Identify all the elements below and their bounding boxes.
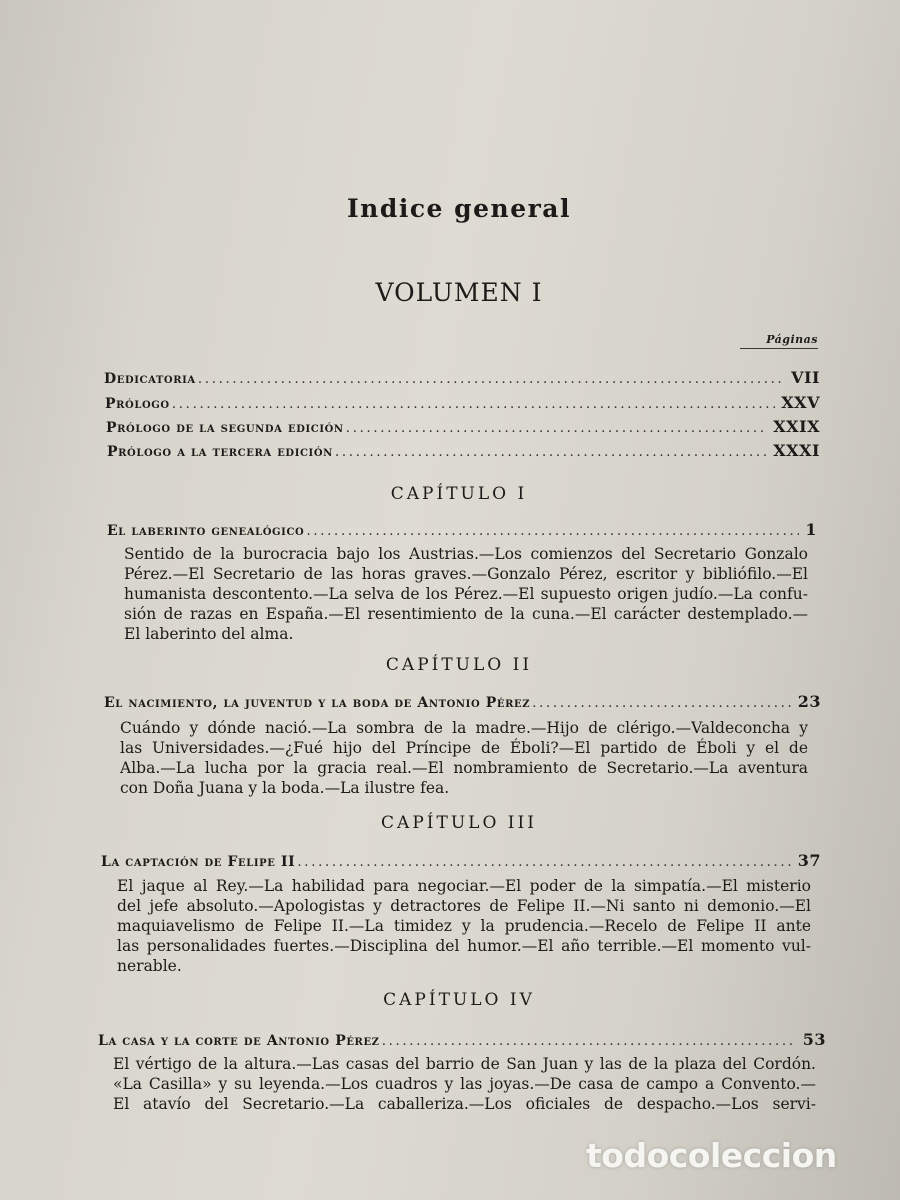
chapter-page: 1: [805, 520, 817, 539]
summary-line: El jaque al Rey.—La habilidad para negociar.—El poder de la simpatía.—El misterio: [117, 877, 811, 895]
leader-dots: [297, 854, 791, 870]
chapter-title: La captación de Felipe II: [101, 854, 296, 870]
chapter-heading: CAPÍTULO III: [381, 813, 537, 833]
chapter-summary: [124, 544, 808, 644]
toc-entry-prologo-tercera: [107, 441, 820, 460]
watermark-logo: todocoleccion: [586, 1136, 837, 1175]
summary-line: Alba.—La lucha por la gracia real.—El nombramiento de Secretario.—La aventura: [120, 759, 808, 777]
summary-line: humanista descontento.—La selva de los Pérez.—El supuesto origen judío.—La confu-: [124, 585, 808, 603]
toc-entry-prologo-segunda: [106, 417, 820, 436]
summary-line: con Doña Juana y la boda.—La ilustre fea.: [120, 779, 450, 797]
summary-line: Pérez.—El Secretario de las horas graves.—Gonzalo Pérez, escritor y bibliófilo.—El: [124, 565, 808, 583]
summary-line: «La Casilla» y su leyenda.—Los cuadros y las joyas.—De casa de campo a Convento.—: [113, 1075, 816, 1093]
summary-line: Cuándo y dónde nació.—La sombra de la madre.—Hijo de clérigo.—Valdeconcha y: [120, 719, 808, 737]
toc-entry-page: VII: [791, 368, 820, 387]
leader-dots: [382, 1033, 797, 1049]
chapter-title: El nacimiento, la juventud y la boda de Antonio Pérez: [104, 695, 531, 711]
leader-dots: [532, 695, 792, 711]
chapter-page: 53: [802, 1030, 826, 1049]
summary-line: las Universidades.—¿Fué hijo del Príncipe de Éboli?—El partido de Éboli y el de: [120, 739, 808, 757]
toc-entry-dedicatoria: [104, 368, 820, 387]
chapter-summary: [113, 1054, 816, 1114]
index-title: Indice general: [346, 194, 571, 223]
leader-dots: [346, 420, 768, 436]
chapter-entry: [98, 1030, 826, 1049]
leader-dots: [198, 371, 785, 387]
summary-line: El laberinto del alma.: [124, 625, 294, 643]
leader-dots: [306, 523, 799, 539]
chapter-heading: CAPÍTULO I: [390, 484, 528, 504]
leader-dots: [172, 396, 776, 412]
chapter-entry: [101, 851, 821, 870]
toc-entry-label: Prólogo de la segunda edición: [106, 420, 344, 436]
volume-heading: VOLUMEN I: [375, 278, 543, 307]
chapter-entry: [107, 520, 817, 539]
summary-line: sión de razas en España.—El resentimiento de la cuna.—El carácter destemplado.—: [124, 605, 808, 623]
toc-entry-label: Prólogo a la tercera edición: [107, 444, 333, 460]
leader-dots: [335, 444, 767, 460]
chapter-title: La casa y la corte de Antonio Pérez: [98, 1033, 380, 1049]
chapter-title: El laberinto genealógico: [107, 523, 305, 539]
chapter-page: 37: [797, 851, 821, 870]
summary-line: maquiavelismo de Felipe II.—La timidez y la prudencia.—Recelo de Felipe II ante: [117, 917, 811, 935]
chapter-entry: [104, 692, 821, 711]
summary-line: El vértigo de la altura.—Las casas del barrio de San Juan y las de la plaza del Cordón.: [113, 1055, 816, 1073]
chapter-summary: [120, 718, 808, 798]
chapter-heading: CAPÍTULO II: [385, 655, 533, 675]
pages-column-label: Páginas: [740, 333, 818, 349]
toc-entry-page: XXIX: [773, 417, 820, 436]
chapter-heading: CAPÍTULO IV: [383, 990, 535, 1010]
chapter-page: 23: [797, 692, 821, 711]
chapter-summary: [117, 876, 811, 976]
summary-line: las personalidades fuertes.—Disciplina del humor.—El año terrible.—El momento vul-: [117, 937, 811, 955]
summary-line: El atavío del Secretario.—La caballeriza.—Los oficiales de despacho.—Los servi-: [113, 1095, 816, 1113]
summary-line: Sentido de la burocracia bajo los Austrias.—Los comienzos del Secretario Gonzalo: [124, 545, 808, 563]
toc-entry-label: Prólogo: [105, 396, 170, 412]
toc-entry-label: Dedicatoria: [104, 371, 196, 387]
summary-line: nerable.: [117, 957, 182, 975]
toc-entry-page: XXV: [781, 393, 820, 412]
summary-line: del jefe absoluto.—Apologistas y detractores de Felipe II.—Ni santo ni demonio.—El: [117, 897, 811, 915]
toc-entry-page: XXXI: [773, 441, 820, 460]
toc-entry-prologo: [105, 393, 820, 412]
